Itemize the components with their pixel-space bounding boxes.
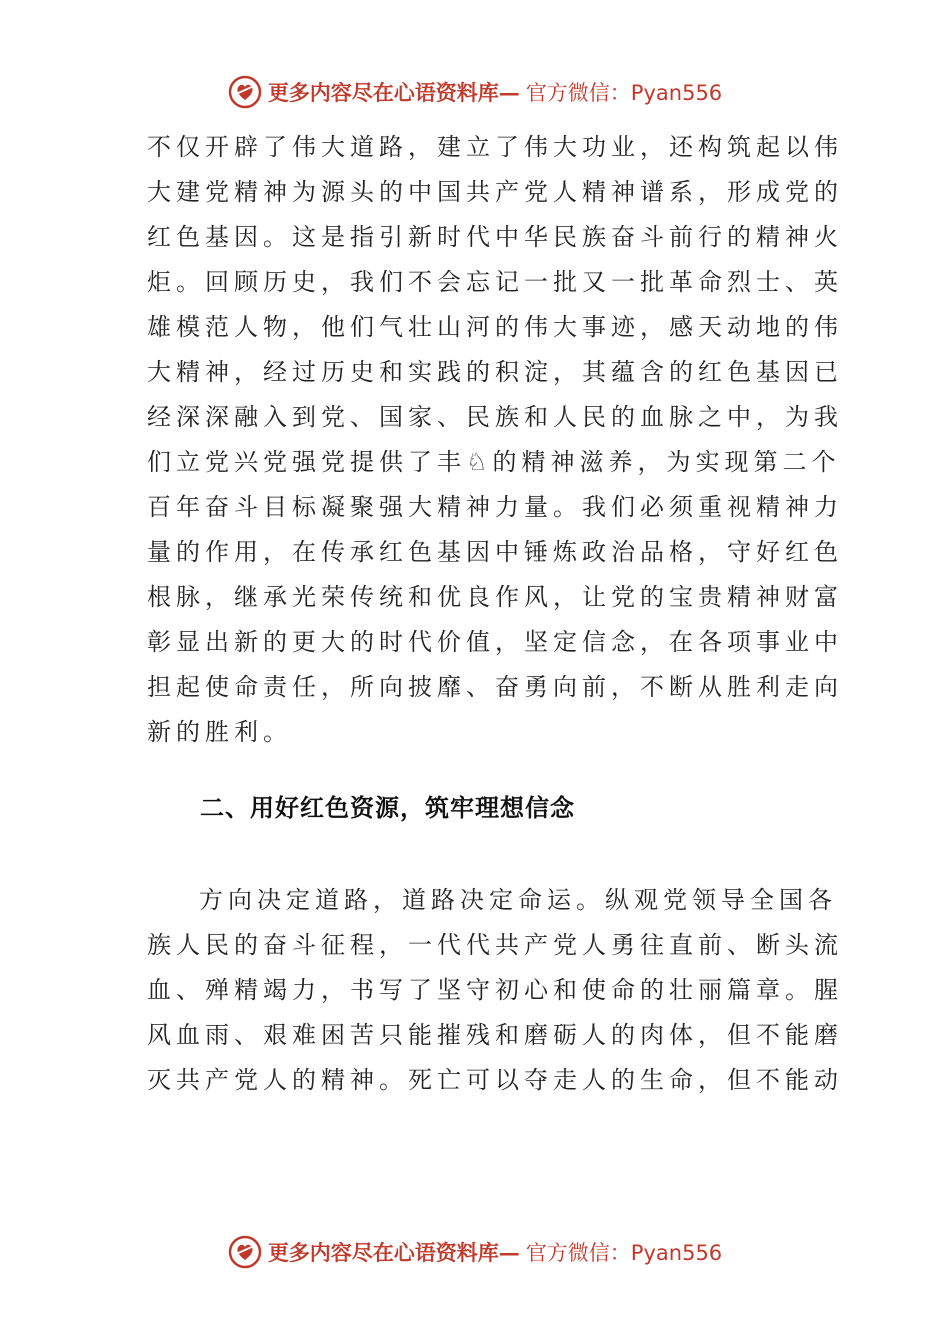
seal-heart-icon: [228, 75, 262, 109]
seal-heart-icon: [228, 1235, 262, 1269]
banner-inner: [228, 1235, 722, 1269]
text-line: 百年奋斗目标凝聚强大精神力量。我们必须重视精神力: [147, 493, 843, 521]
text-line: 炬。回顾历史，我们不会忘记一批又一批革命烈士、英: [147, 268, 843, 296]
header-banner: [0, 70, 950, 114]
text-line: 方向决定道路，道路决定命运。纵观党领导全国各: [199, 886, 837, 914]
text-line: 不仅开辟了伟大道路，建立了伟大功业，还构筑起以伟: [147, 133, 843, 161]
text-line: 担起使命责任，所向披靡、奋勇向前，不断从胜利走向: [147, 673, 843, 701]
text-line: 雄模范人物，他们气壮山河的伟大事迹，感天动地的伟: [147, 313, 843, 341]
text-line: 根脉，继承光荣传统和优良作风，让党的宝贵精神财富: [147, 583, 843, 611]
text-line: 们立党兴党强党提供了丰♘的精神滋养，为实现第二个: [147, 448, 841, 476]
banner-inner: [228, 75, 722, 109]
text-line: 风血雨、艰难困苦只能摧残和磨砺人的肉体，但不能磨: [147, 1021, 843, 1049]
footer-banner: [0, 1230, 950, 1274]
text-line: 血、殚精竭力，书写了坚守初心和使命的壮丽篇章。腥: [147, 976, 843, 1004]
text-line: 大建党精神为源头的中国共产党人精神谱系，形成党的: [147, 178, 843, 206]
section-heading: 二、用好红色资源，筑牢理想信念: [200, 794, 575, 822]
text-line: 彰显出新的更大的时代价值，坚定信念，在各项事业中: [147, 628, 843, 656]
text-line: 新的胜利。: [147, 718, 292, 746]
text-line: 大精神，经过历史和实践的积淀，其蕴含的红色基因已: [147, 358, 843, 386]
banner-text: 更多内容尽在心语资料库—: [267, 1240, 520, 1265]
paragraph-2: [147, 878, 843, 1103]
text-line: 经深深融入到党、国家、民族和人民的血脉之中，为我: [147, 403, 843, 431]
banner-contact: 官方微信：Pyan556: [525, 1241, 723, 1265]
text-line: 灭共产党人的精神。死亡可以夺走人的生命，但不能动: [147, 1066, 843, 1094]
text-line: 红色基因。这是指引新时代中华民族奋斗前行的精神火: [147, 223, 843, 251]
paragraph-1: [147, 125, 843, 755]
text-line: 族人民的奋斗征程，一代代共产党人勇往直前、断头流: [147, 931, 843, 959]
text-line: 量的作用，在传承红色基因中锤炼政治品格，守好红色: [147, 538, 843, 566]
banner-text: 更多内容尽在心语资料库—: [267, 80, 520, 105]
banner-contact: 官方微信：Pyan556: [525, 81, 723, 105]
